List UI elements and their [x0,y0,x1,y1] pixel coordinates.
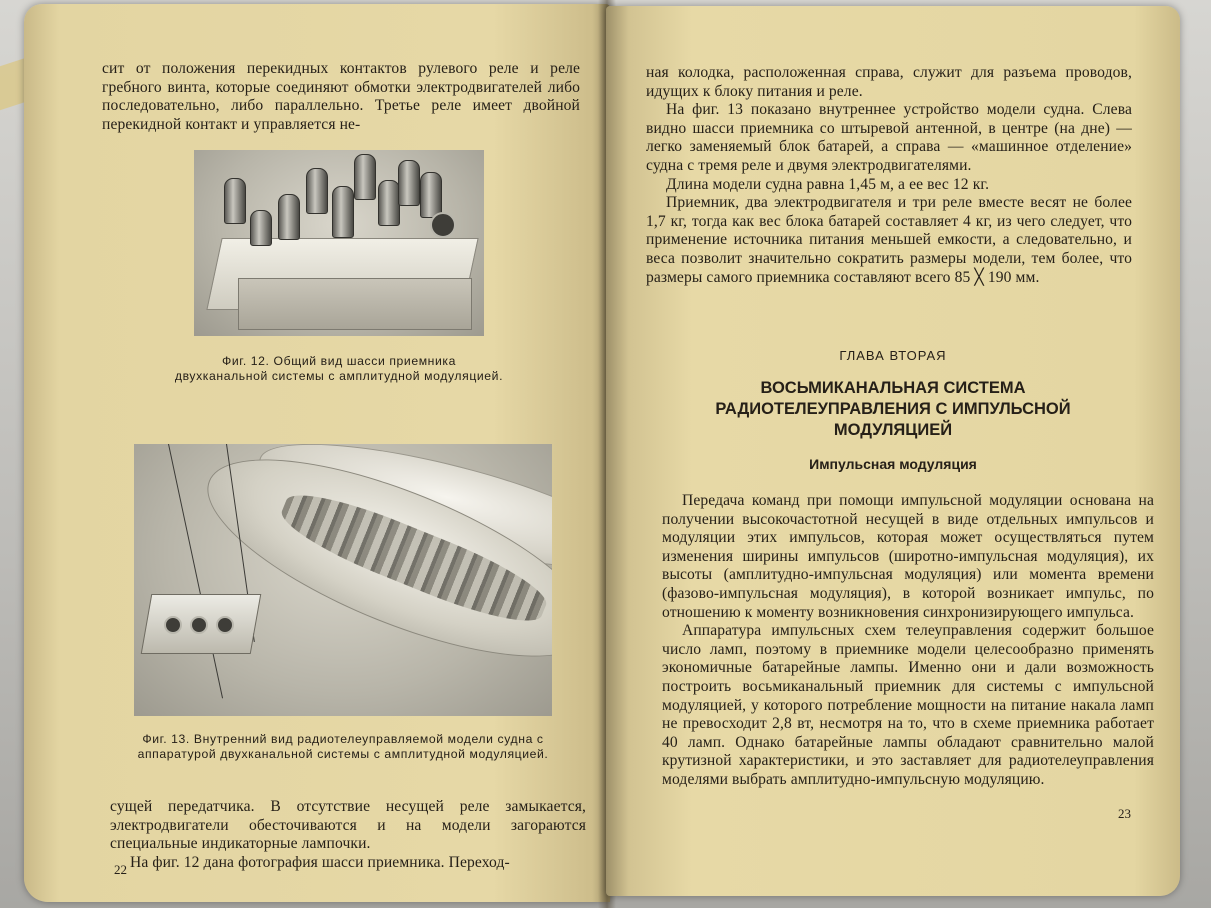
right-paragraph-2: На фиг. 13 показано внутреннее устройство модели судна. Слева видно шасси приемника со штыревой антенной, в центре (на дне) — легко заменяемый блок батарей, а справа — «машинное отделение» судна с тремя реле и двумя электродвигателями. [646,101,1132,174]
right-paragraph-5: Передача команд при помощи импульсной модуляции основана на получении высокочастотной несущей в виде отдельных импульсов и модуляции этих импульсов, которая может осуществляться путем изменения ширины импульсов (широтно-импульсная модуляция), их высоты (амплитудно-импульсная модуляция) или момента времени (фазово-импульсная модуляция), в которой возникает импульс, по отношению к моменту возникновения синхронизирующего импульса. [662,492,1154,621]
chapter-label: ГЛАВА ВТОРАЯ [839,348,947,363]
left-bottom-paragraph-1: сущей передатчика. В отсутствие несущей реле замыкается, электродвигатели обесточиваются и на модели загораются специальные индикаторные лампочки. [110,798,586,853]
receiver-chassis-front [238,278,472,330]
left-bottom-paragraphs [110,798,586,872]
figure-13-photo [134,444,552,716]
right-paragraph-1: ная колодка, расположенная справа, служит для разъема проводов, идущих к блоку питания и реле. [646,64,1132,100]
right-paragraph-6: Аппаратура импульсных схем телеуправления содержит большое число ламп, поэтому в приемнике модели целесообразно применять экономичные батарейные лампы. Именно они и дали возможность построить восьмиканальный приемник для системы с импульсной модуляцией, у которого потребление мощности на питание накала ламп не превосходит 2,8 вт, несмотря на то, что в схеме приемника работает 40 ламп. Однако батарейные лампы обладают сравнительно малой крутизной характеристики, и это заставляет для радиотелеуправления моделями выбрать амплитудно-импульсную модуляцию. [662,622,1154,788]
chapter-title-line-1: ВОСЬМИКАНАЛЬНАЯ СИСТЕМА [760,379,1026,397]
vacuum-tube [250,210,272,246]
vacuum-tube-top [190,616,208,634]
left-page-number: 22 [114,862,127,877]
vacuum-tube [398,160,420,206]
right-page-number: 23 [1118,806,1131,821]
connector-socket [430,212,456,238]
left-top-paragraph [102,60,580,134]
vacuum-tube [354,154,376,200]
vacuum-tube-top [216,616,234,634]
left-top-paragraph-text: сит от положения перекидных контактов рулевого реле и реле гребного винта, которые соединяют обмотки электродвигателей либо последовательно, либо параллельно. Третье реле имеет двойной перекидной контакт и управляется не- [102,60,580,133]
figure-12-caption [174,354,504,384]
right-bottom-paragraphs [662,492,1154,790]
left-bottom-paragraph-2: На фиг. 12 дана фотография шасси приемника. Переход- [130,853,510,871]
vacuum-tube-top [164,616,182,634]
right-paragraph-3: Длина модели судна равна 1,45 м, а ее вес 12 кг. [666,175,990,193]
chapter-title [606,378,1180,441]
left-page [24,4,610,902]
figure-13-caption-text: Фиг. 13. Внутренний вид радиотелеуправляемой модели судна с аппаратурой двухканальной системы с амплитудной модуляцией. [137,732,549,761]
figure-12-caption-text: Фиг. 12. Общий вид шасси приемника двухканальной системы с амплитудной модуляцией. [174,354,504,383]
right-top-paragraphs [646,64,1132,287]
figure-12-photo [194,150,484,336]
vacuum-tube [420,172,442,218]
vacuum-tube [278,194,300,240]
figure-13-caption [120,732,566,762]
section-title: Импульсная модуляция [809,456,977,472]
vacuum-tube [332,186,354,238]
vacuum-tube [378,180,400,226]
vacuum-tube [224,178,246,224]
chapter-title-line-3: МОДУЛЯЦИЕЙ [833,421,953,439]
right-paragraph-4: Приемник, два электродвигателя и три реле вместе весят не более 1,7 кг, тогда как вес блока батарей составляет 4 кг, из чего следует, что применение источника питания меньшей емкости, а следовательно, и веса позволит значительно сократить размеры модели, тем более, что размеры самого приемника составляют всего 85 ╳ 190 мм. [646,194,1132,286]
vacuum-tube [306,168,328,214]
chapter-title-line-2: РАДИОТЕЛЕУПРАВЛЕНИЯ С ИМПУЛЬСНОЙ [715,400,1071,418]
ruler-edge [0,58,26,110]
right-page [606,6,1180,896]
